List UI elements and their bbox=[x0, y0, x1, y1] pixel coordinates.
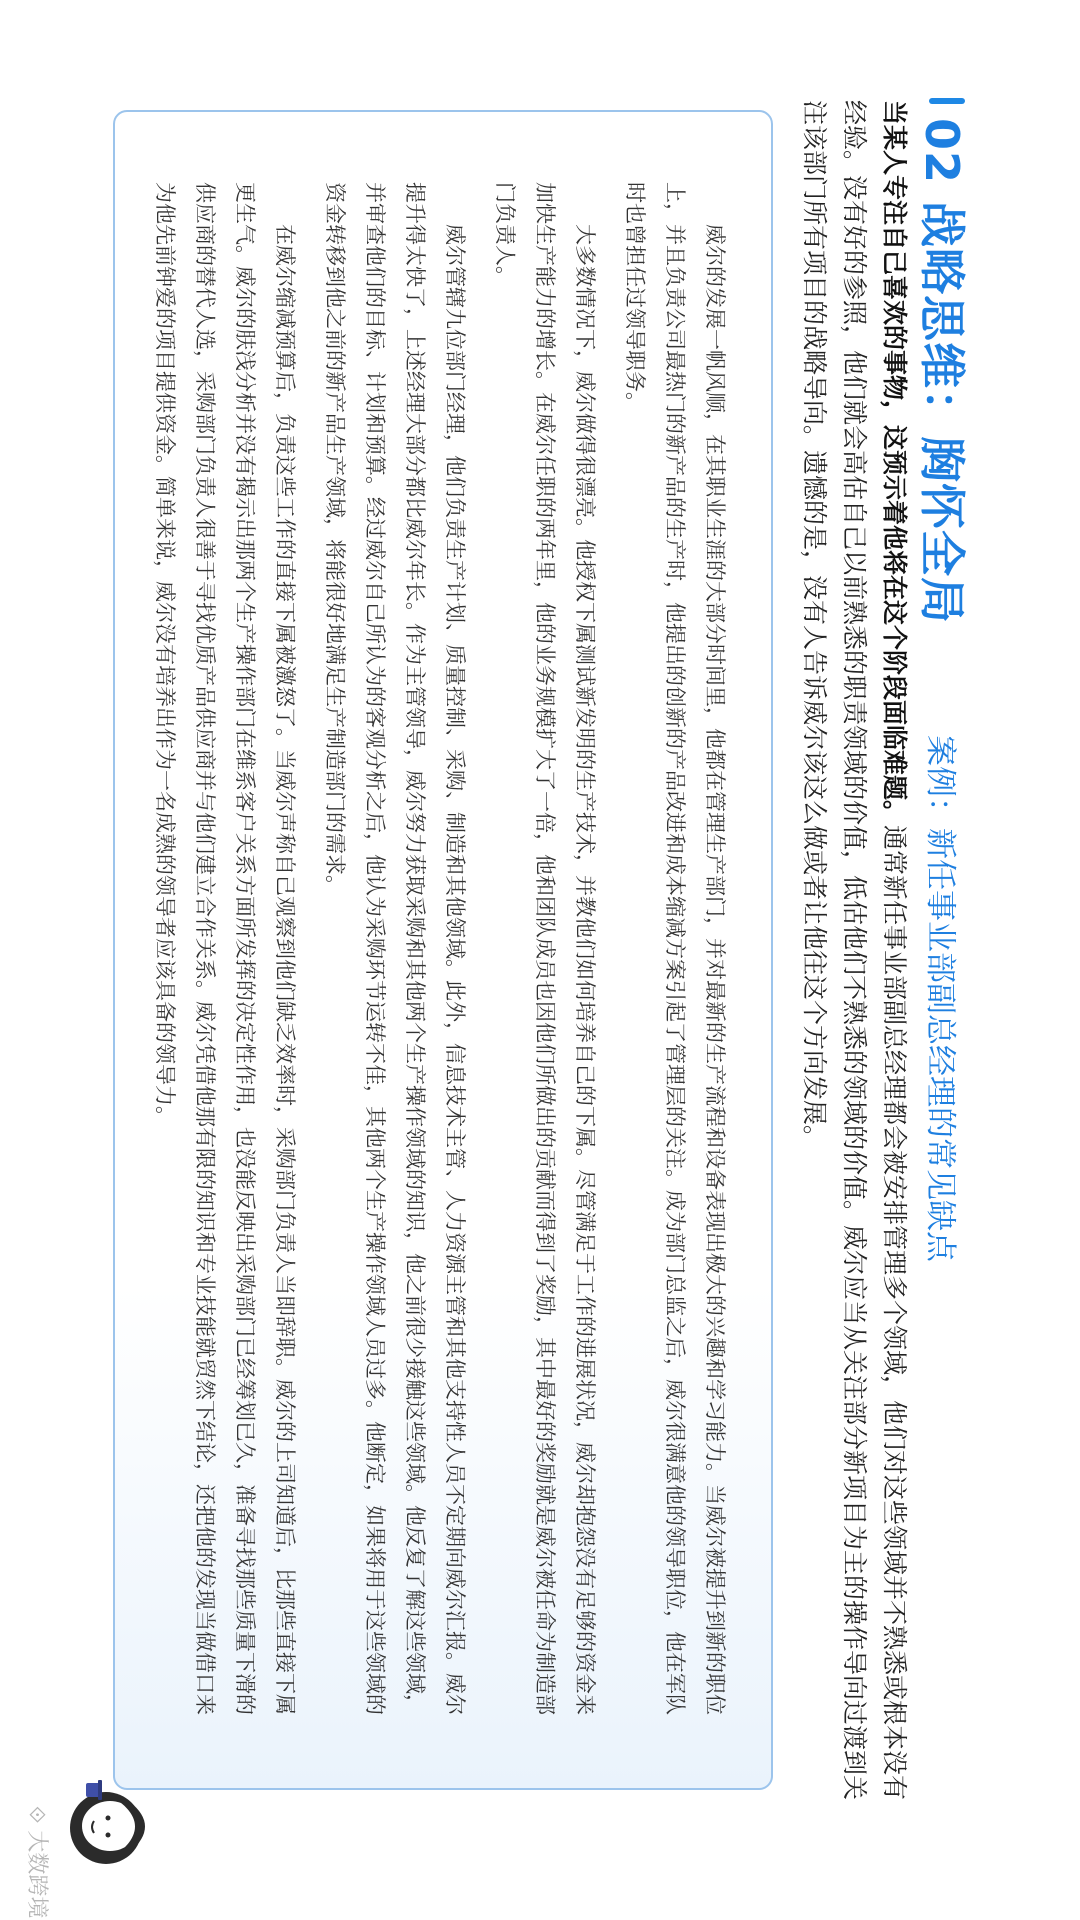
intro-body: 通常新任事业部副总经理都会被安排管理多个领域，他们对这些领域并不熟悉或根本没有经验。没有好的参照，他们就会高估自己以前熟悉的职责领域的价值，低估他们不熟悉的领域的价值。威尔应当从关注部分新项目为主的操作导向过渡到关注该部门所有项目的战略导向。遗憾的是，没有人告诉威尔该这么做或者让他往这个方向发展。 bbox=[800, 100, 909, 1801]
watermark-text: 大数跨境 bbox=[24, 1830, 49, 1919]
story-paragraph-3: 威尔管辖九位部门经理，他们负责生产计划、质量控制、采购、制造和其他领域。此外，信息技术主管、人力资源主管和其他支持性人员不定期向威尔汇报。威尔提升得太快了，上述经理大部分都比威尔年长。作为主管领导，威尔努力获取采购和其他两个生产操作领域的知识，他之前很少接触这些领域。他反复了解这些领域，并审查他们的目标、计划和预算。经过威尔自己所认为的客观分析之后，他认为采购环节运转不佳，其他两个生产操作领域人员过多。他断定，如果将用于这些领域的资金转移到他之前的新产品生产领域，将能很好地满足生产制造部门的需求。 bbox=[323, 182, 467, 1715]
case-story-card bbox=[113, 110, 773, 1790]
page-title: 02 战略思维：胸怀全局 bbox=[915, 118, 969, 625]
case-subtitle: 案例：新任事业部副总经理的常见缺点 bbox=[922, 735, 958, 1262]
case-story-text bbox=[135, 182, 735, 1732]
watermark bbox=[23, 1806, 54, 1918]
watermark-logo-icon: ⟐ bbox=[24, 1806, 49, 1831]
avatar-illustration-icon bbox=[68, 1780, 160, 1872]
intro-lead: 当某人专注自己喜欢的事物，这预示着他将在这个阶段面临难题。 bbox=[880, 100, 909, 826]
intro-paragraph bbox=[794, 100, 914, 1820]
story-paragraph-4: 在威尔缩减预算后，负责这些工作的直接下属被激怒了。当威尔声称自己观察到他们缺乏效率时，采购部门负责人当即辞职。威尔的上司知道后，比那些直接下属更生气。威尔的肤浅分析并没有揭示出那两个生产操作部门在维系客户关系方面所发挥的决定性作用，也没能反映出采购部门已经筹划已久，准备寻找那些质量下滑的供应商的替代人选，采购部门负责人很善于寻找优质产品供应商并与他们建立合作关系。威尔凭借他那有限的知识和专业技能就贸然下结论，还把他的发现当做借口来为他先前钟爱的项目提供资金。简单来说，威尔没有培养出作为一名成熟的领导者应该具备的领导力。 bbox=[153, 182, 297, 1715]
story-paragraph-2: 大多数情况下，威尔做得很漂亮。他授权下属测试新发明的生产技术，并教他们如何培养自己的下属。尽管满足于工作的进展状况，威尔却抱怨没有足够的资金来加快生产能力的增长。在威尔任职的两年里，他的业务规模扩大了一倍，他和团队成员也因他们所做出的贡献而得到了奖励，其中最好的奖励就是威尔被任命为制造部门负责人。 bbox=[493, 182, 597, 1715]
title-accent-bar bbox=[929, 98, 965, 104]
story-paragraph-1: 威尔的发展一帆风顺，在其职业生涯的大部分时间里，他都在管理生产部门，并对最新的生产流程和设备表现出极大的兴趣和学习能力。当威尔被提升到新的职位上，并且负责公司最热门的新产品的生产时，他提出的创新的产品改进和成本缩减方案引起了管理层的关注。成为部门总监之后，威尔很满意他的领导职位，他在军队时也曾担任过领导职务。 bbox=[623, 182, 727, 1715]
